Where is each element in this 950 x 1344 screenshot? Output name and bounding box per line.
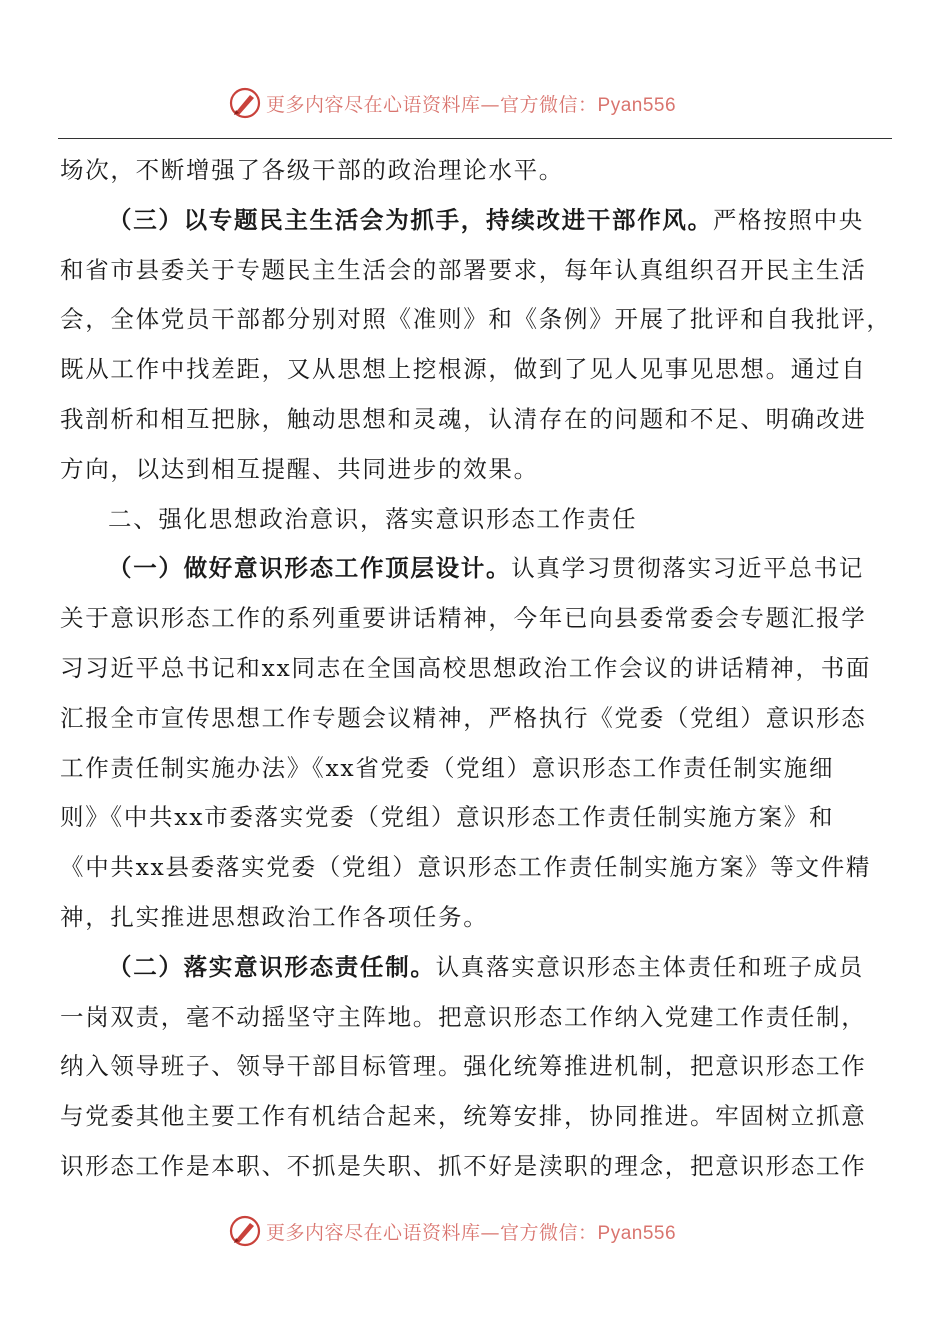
body-line (60, 993, 892, 1043)
section-heading (60, 495, 892, 545)
line-text: 识形态工作是本职、不抓是失职、抓不好是渎职的理念，把意识形态工作 (60, 1151, 867, 1180)
header-wechat-id: Pyan556 (597, 95, 677, 116)
body-line (60, 694, 892, 744)
line-text: 习习近平总书记和xx同志在全国高校思想政治工作会议的讲话精神，书面 (60, 653, 872, 682)
line-text: 纳入领导班子、领导干部目标管理。强化统筹推进机制，把意识形态工作 (60, 1052, 867, 1081)
line-text: 认真落实意识形态主体责任和班子成员 (435, 952, 865, 981)
body-line (60, 744, 892, 794)
body-line (60, 943, 892, 993)
line-text: 《中共xx县委落实党委（党组）意识形态工作责任制实施方案》等文件精 (60, 853, 872, 882)
document-body (60, 146, 892, 1192)
body-line (60, 594, 892, 644)
line-text: 方向，以达到相互提醒、共同进步的效果。 (60, 454, 539, 483)
section-heading-bold: （二）落实意识形态责任制。 (108, 952, 436, 981)
footer-brand-text: 更多内容尽在心语资料库—官方微信： (266, 1222, 598, 1244)
page-header (0, 84, 950, 124)
body-line (60, 345, 892, 395)
line-text: 二、强化思想政治意识，落实意识形态工作责任 (108, 504, 638, 533)
body-line (60, 146, 892, 196)
body-line (60, 395, 892, 445)
footer-wechat-id: Pyan556 (597, 1223, 677, 1244)
body-line (60, 1042, 892, 1092)
body-line (60, 445, 892, 495)
header-divider (58, 138, 892, 139)
body-line (60, 843, 892, 893)
line-text: 一岗双责，毫不动摇坚守主阵地。把意识形态工作纳入党建工作责任制， (60, 1002, 867, 1031)
body-line (60, 1142, 892, 1192)
line-text: 认真学习贯彻落实习近平总书记 (511, 554, 865, 583)
section-heading-bold: （三）以专题民主生活会为抓手，持续改进干部作风。 (108, 205, 713, 234)
section-heading-bold: （一）做好意识形态工作顶层设计。 (108, 554, 512, 583)
line-text: 会，全体党员干部都分别对照《准则》和《条例》开展了批评和自我批评， (60, 305, 892, 334)
body-line (60, 793, 892, 843)
line-text: 既从工作中找差距，又从思想上挖根源，做到了见人见事见思想。通过自 (60, 355, 867, 384)
line-text: 关于意识形态工作的系列重要讲话精神，今年已向县委常委会专题汇报学 (60, 604, 867, 633)
body-line (60, 544, 892, 594)
pen-logo-icon (228, 1214, 262, 1248)
line-text: 与党委其他主要工作有机结合起来，统筹安排，协同推进。牢固树立抓意 (60, 1102, 867, 1131)
line-text: 工作责任制实施办法》《xx省党委（党组）意识形态工作责任制实施细 (60, 753, 835, 782)
line-text: 和省市县委关于专题民主生活会的部署要求，每年认真组织召开民主生活 (60, 255, 867, 284)
line-text: 我剖析和相互把脉，触动思想和灵魂，认清存在的问题和不足、明确改进 (60, 404, 867, 433)
body-line (60, 196, 892, 246)
body-line (60, 246, 892, 296)
header-brand (266, 90, 676, 117)
line-text: 场次，不断增强了各级干部的政治理论水平。 (60, 156, 564, 184)
line-text: 神，扎实推进思想政治工作各项任务。 (60, 902, 489, 931)
line-text: 汇报全市宣传思想工作专题会议精神，严格执行《党委（党组）意识形态 (60, 703, 867, 732)
body-line (60, 893, 892, 943)
body-line (60, 295, 892, 345)
line-text: 严格按照中央 (712, 205, 865, 234)
header-brand-text: 更多内容尽在心语资料库—官方微信： (266, 94, 598, 116)
pen-logo-icon (228, 86, 262, 120)
footer-brand (266, 1218, 676, 1245)
body-line (60, 644, 892, 694)
line-text: 则》《中共xx市委落实党委（党组）意识形态工作责任制实施方案》和 (60, 803, 835, 832)
page-footer (0, 1212, 950, 1252)
body-line (60, 1092, 892, 1142)
